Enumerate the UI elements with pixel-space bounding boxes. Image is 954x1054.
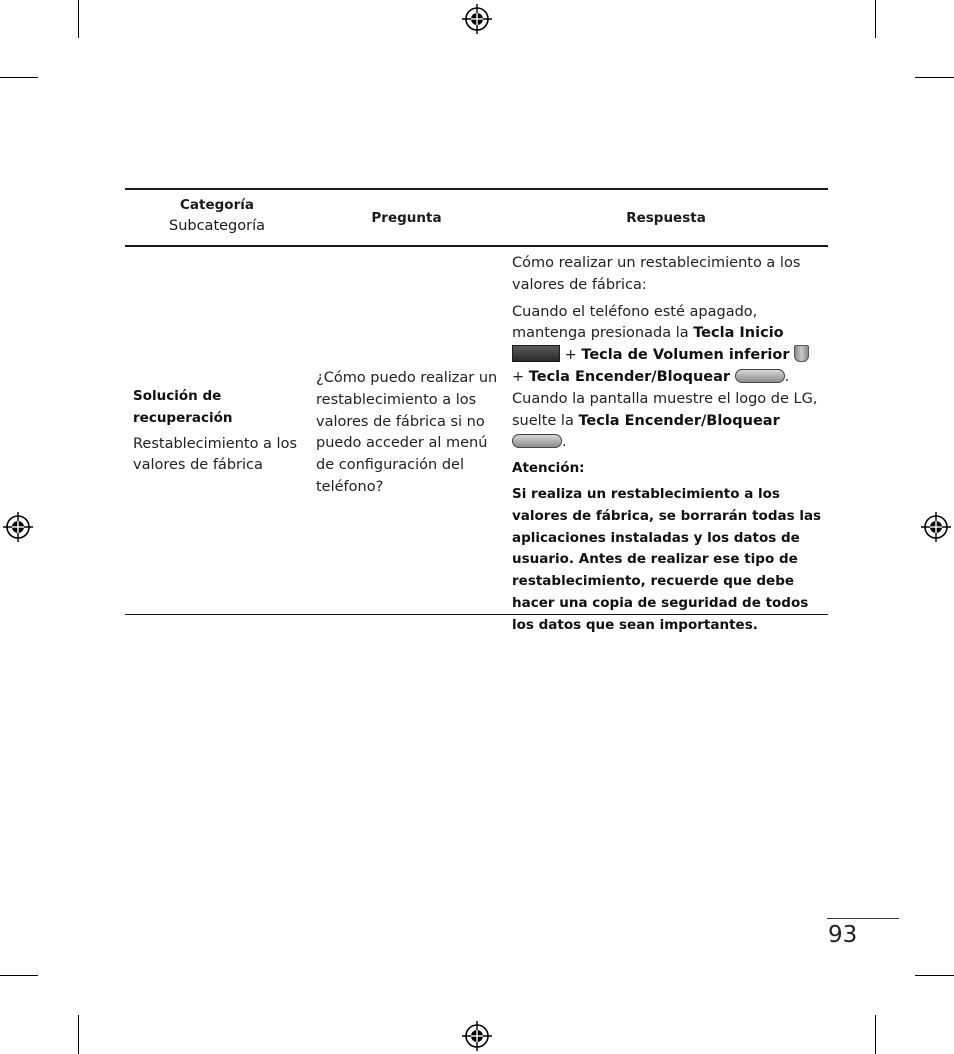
row-question-cell: [316, 368, 502, 499]
volume-key-label: Tecla de Volumen inferior: [581, 347, 790, 364]
registration-mark-icon: [462, 1021, 492, 1051]
header-answer: Respuesta: [626, 210, 706, 226]
warning-title: Atención:: [512, 460, 585, 477]
header-subcategory-label: Subcategoría: [168, 218, 265, 234]
crop-mark: [875, 1015, 876, 1054]
registration-mark-icon: [921, 512, 951, 542]
page-number: 93: [828, 922, 858, 948]
power-key-label: Tecla Encender/Bloquear: [528, 368, 731, 385]
header-question: Pregunta: [371, 210, 442, 226]
page-number-rule: [827, 918, 899, 919]
power-lock-key-icon: [512, 434, 562, 448]
registration-mark-icon: [3, 512, 33, 542]
answer-steps: [512, 302, 824, 455]
crop-mark: [78, 0, 79, 38]
crop-mark: [78, 1015, 79, 1054]
row-question: ¿Cómo puedo realizar un restablecimiento a los valores de fábrica si no puedo acceder al menú de configuración del teléfono?: [316, 370, 498, 495]
table-top-rule: [125, 188, 828, 190]
table-header-rule: [125, 245, 828, 247]
answer-step-1: Cuando el teléfono esté apagado, mantenga presionada la: [512, 303, 758, 342]
power-lock-key-icon: [735, 369, 785, 383]
volume-down-key-icon: [794, 345, 809, 362]
row-answer-cell: [512, 253, 824, 637]
header-category: [125, 197, 309, 234]
row-category-cell: [133, 386, 303, 477]
home-key-label: Tecla Inicio: [693, 325, 784, 342]
warning-text: Si realiza un restablecimiento a los valores de fábrica, se borrarán todas las aplicaciones instaladas y los datos de usuario. Antes de realizar ese tipo de restablecimiento, recuerde que debe hacer una copia de seguridad de todos los datos que sean importantes.: [512, 485, 822, 633]
crop-mark: [875, 0, 876, 38]
answer-step-2: . Cuando la pantalla muestre el logo de LG, suelte la: [512, 368, 818, 429]
crop-mark: [915, 975, 954, 976]
plus-sign: +: [512, 368, 525, 385]
answer-intro: Cómo realizar un restablecimiento a los valores de fábrica:: [512, 255, 801, 293]
crop-mark: [915, 77, 954, 78]
row-category: Solución de recuperación: [133, 388, 233, 426]
crop-mark: [0, 975, 38, 976]
power-key-label-2: Tecla Encender/Bloquear: [578, 412, 780, 429]
plus-sign: +: [564, 347, 577, 364]
answer-end: .: [562, 434, 567, 451]
row-subcategory: Restablecimiento a los valores de fábrica: [133, 435, 298, 474]
registration-mark-icon: [462, 4, 492, 34]
header-category-label: Categoría: [180, 197, 254, 213]
home-key-icon: [512, 345, 560, 362]
crop-mark: [0, 77, 38, 78]
